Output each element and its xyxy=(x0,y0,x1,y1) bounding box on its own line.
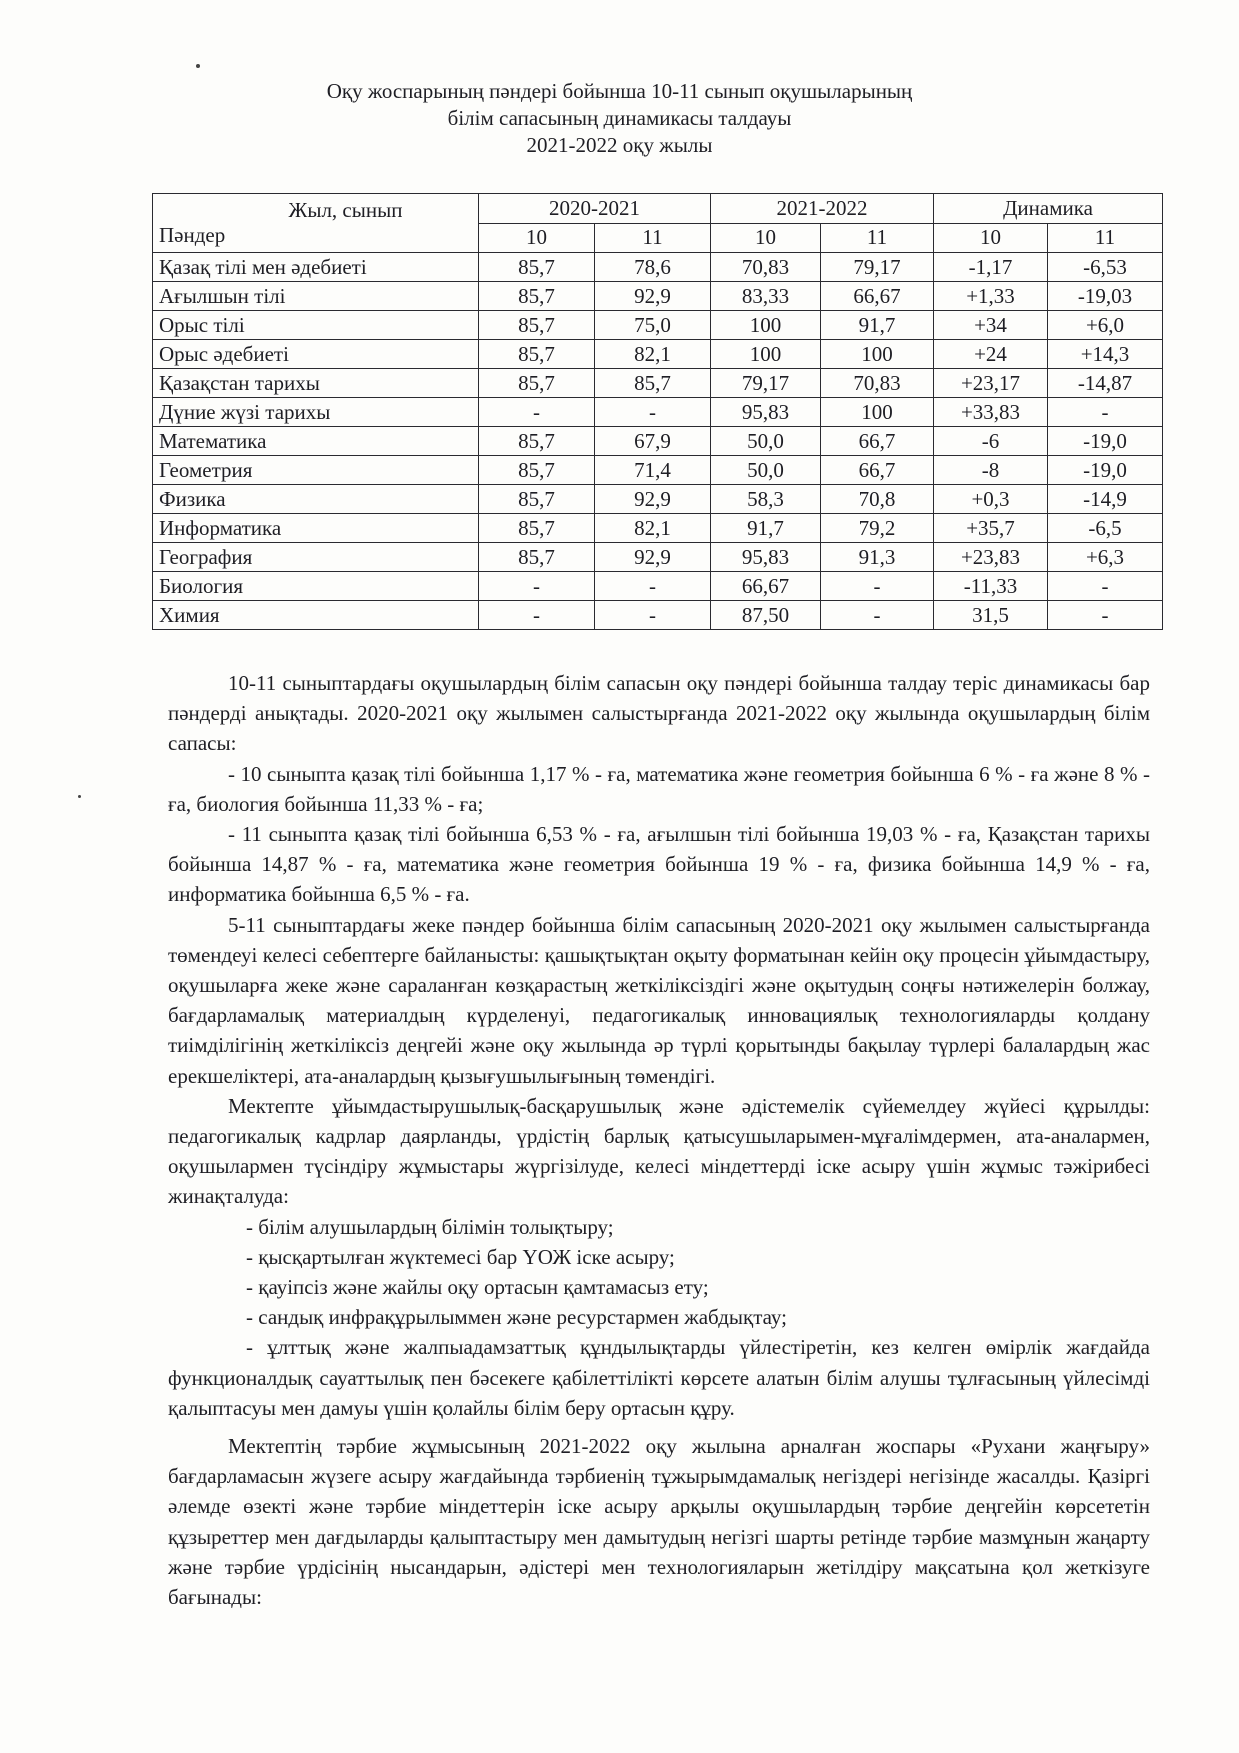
value-cell: +23,83 xyxy=(934,543,1048,572)
value-cell: -6,53 xyxy=(1048,253,1163,282)
value-cell: -1,17 xyxy=(934,253,1048,282)
value-cell: 85,7 xyxy=(479,485,595,514)
document-title xyxy=(0,78,1239,159)
value-cell: 31,5 xyxy=(934,601,1048,630)
value-cell: 91,7 xyxy=(711,514,821,543)
value-cell: 50,0 xyxy=(711,427,821,456)
value-cell: 66,67 xyxy=(821,282,934,311)
subject-cell: Қазақстан тарихы xyxy=(153,369,479,398)
bullet-class-11: - 11 сыныпта қазақ тілі бойынша 6,53 % - ға, ағылшын тілі бойынша 19,03 % - ға, Қазақстан тарихы бойынша 14,87 % - ға, математика және геометрия бойынша 19 % - ға, физика бойынша 14,9 % - ға, информатика бойынша 6,5 % - ға. xyxy=(168,822,1150,907)
value-cell: +23,17 xyxy=(934,369,1048,398)
value-cell: -6,5 xyxy=(1048,514,1163,543)
table-row xyxy=(153,485,1163,514)
value-cell: -6 xyxy=(934,427,1048,456)
value-cell: 82,1 xyxy=(595,514,711,543)
value-cell: 100 xyxy=(711,340,821,369)
value-cell: 79,17 xyxy=(711,369,821,398)
subject-cell: Биология xyxy=(153,572,479,601)
value-cell: - xyxy=(595,398,711,427)
scan-speck xyxy=(78,795,81,798)
value-cell: 78,6 xyxy=(595,253,711,282)
value-cell: 91,3 xyxy=(821,543,934,572)
list-item: - қысқартылған жүктемесі бар ҮОЖ іске асыру; xyxy=(246,1244,675,1269)
subject-cell: Геометрия xyxy=(153,456,479,485)
table-row xyxy=(153,572,1163,601)
value-cell: - xyxy=(479,601,595,630)
class-header: 10 xyxy=(479,223,595,253)
value-cell: 85,7 xyxy=(595,369,711,398)
list-item: - ұлттық және жалпыадамзаттық құндылықтарды үйлестіретін, кез келген өмірлік жағдайда функционалдық сауаттылық пен бәсекеге қабілеттілікті көрсете алатын білім алушы тұлғасының үйлесімді қалыптасуы мен дамуы үшін қолайлы білім беру ортасын құру. xyxy=(168,1335,1150,1420)
value-cell: +14,3 xyxy=(1048,340,1163,369)
value-cell: -14,9 xyxy=(1048,485,1163,514)
scan-speck xyxy=(196,64,200,68)
subject-cell: Дүние жүзі тарихы xyxy=(153,398,479,427)
class-header: 10 xyxy=(711,223,821,253)
table-row xyxy=(153,369,1163,398)
value-cell: 70,83 xyxy=(821,369,934,398)
table-row xyxy=(153,601,1163,630)
value-cell: 85,7 xyxy=(479,514,595,543)
value-cell: 66,7 xyxy=(821,456,934,485)
value-cell: 67,9 xyxy=(595,427,711,456)
list-item: - қауіпсіз және жайлы оқу ортасын қамтамасыз ету; xyxy=(246,1275,709,1300)
table-row xyxy=(153,456,1163,485)
value-cell: - xyxy=(479,572,595,601)
value-cell: - xyxy=(479,398,595,427)
value-cell: -19,03 xyxy=(1048,282,1163,311)
corner-year-class: Жыл, сынып xyxy=(288,198,403,222)
table-row xyxy=(153,253,1163,282)
value-cell: +1,33 xyxy=(934,282,1048,311)
value-cell: 95,83 xyxy=(711,543,821,572)
class-header: 10 xyxy=(934,223,1048,253)
value-cell: - xyxy=(821,572,934,601)
table-row xyxy=(153,282,1163,311)
paragraph-system: Мектепте ұйымдастырушылық-басқарушылық және әдістемелік сүйемелдеу жүйесі құрылды: педагогикалық кадрлар даярланды, үрдістің барлық қатысушыларымен-мұғалімдермен, ата-аналармен, оқушылармен түсіндіру жұмыстары жүргізілуде, келесі міндеттерді іске асыру үшін жұмыс тәжірибесі жинақталуда: xyxy=(168,1093,1150,1209)
value-cell: 87,50 xyxy=(711,601,821,630)
value-cell: 79,17 xyxy=(821,253,934,282)
table-row xyxy=(153,311,1163,340)
subject-cell: Ағылшын тілі xyxy=(153,282,479,311)
value-cell: 85,7 xyxy=(479,369,595,398)
table-body xyxy=(153,253,1163,630)
subject-cell: Физика xyxy=(153,485,479,514)
value-cell: 71,4 xyxy=(595,456,711,485)
bullet-class-10: - 10 сыныпта қазақ тілі бойынша 1,17 % - ға, математика және геометрия бойынша 6 % - ға және 8 % - ға, биология бойынша 11,33 % - ға; xyxy=(168,761,1150,816)
value-cell: -19,0 xyxy=(1048,427,1163,456)
subject-cell: Орыс тілі xyxy=(153,311,479,340)
subject-cell: Информатика xyxy=(153,514,479,543)
value-cell: 79,2 xyxy=(821,514,934,543)
value-cell: +24 xyxy=(934,340,1048,369)
subject-cell: Қазақ тілі мен әдебиеті xyxy=(153,253,479,282)
year-header-2021-2022: 2021-2022 xyxy=(711,194,934,224)
value-cell: 92,9 xyxy=(595,485,711,514)
value-cell: 75,0 xyxy=(595,311,711,340)
value-cell: 66,7 xyxy=(821,427,934,456)
subject-cell: Химия xyxy=(153,601,479,630)
value-cell: 70,83 xyxy=(711,253,821,282)
dynamics-header: Динамика xyxy=(934,194,1163,224)
table-corner-header xyxy=(153,194,479,253)
title-line-3: 2021-2022 оқу жылы xyxy=(526,133,713,157)
value-cell: 66,67 xyxy=(711,572,821,601)
value-cell: 100 xyxy=(821,340,934,369)
value-cell: - xyxy=(595,601,711,630)
subject-cell: География xyxy=(153,543,479,572)
year-header-2020-2021: 2020-2021 xyxy=(479,194,711,224)
value-cell: +33,83 xyxy=(934,398,1048,427)
value-cell: 85,7 xyxy=(479,427,595,456)
value-cell: 95,83 xyxy=(711,398,821,427)
value-cell: - xyxy=(595,572,711,601)
value-cell: +6,3 xyxy=(1048,543,1163,572)
subject-cell: Математика xyxy=(153,427,479,456)
value-cell: 100 xyxy=(711,311,821,340)
value-cell: 85,7 xyxy=(479,282,595,311)
value-cell: 50,0 xyxy=(711,456,821,485)
list-item: - білім алушылардың білімін толықтыру; xyxy=(246,1214,614,1239)
table-header-row xyxy=(153,194,1163,224)
title-line-1: Оқу жоспарының пәндері бойынша 10-11 сынып оқушыларының xyxy=(326,79,913,103)
value-cell: - xyxy=(1048,601,1163,630)
value-cell: +34 xyxy=(934,311,1048,340)
paragraph-reasons: 5-11 сыныптардағы жеке пәндер бойынша білім сапасының 2020-2021 оқу жылымен салыстырғанда төмендеуі келесі себептерге байланысты: қашықтықтан оқыту форматынан кейін оқу процесін ұйымдастыру, оқушыларға жеке және сараланған көзқарастың жеткіліксіздігі және оқытудың соңғы нәтижелерін болжау, бағдарламалық материалдың күрделенуі, педагогикалық инновациялық технологияларды қолдану тиімділігінің жеткіліксіз деңгейі және оқу жылында әр түрлі қорытынды бақылау түрлері балалардың жас ерекшеліктері, ата-аналардың қызығушылығының төмендігі. xyxy=(168,912,1150,1088)
value-cell: 85,7 xyxy=(479,543,595,572)
table-row xyxy=(153,543,1163,572)
value-cell: 100 xyxy=(821,398,934,427)
value-cell: 92,9 xyxy=(595,282,711,311)
value-cell: - xyxy=(1048,572,1163,601)
subject-cell: Орыс әдебиеті xyxy=(153,340,479,369)
value-cell: -19,0 xyxy=(1048,456,1163,485)
paragraph-upbringing-plan: Мектептің тәрбие жұмысының 2021-2022 оқу жылына арналған жоспары «Рухани жаңғыру» бағдарламасын жүзеге асыру жағдайында тәрбиенің тұжырымдамалық негіздері негізінде жасалды. Қазіргі әлемде өзекті және тәрбие міндеттерін іске асыру арқылы оқушылардың тәрбие деңгейін көрсететін құзыреттер мен дағдыларды қалыптастыру мен дамытудың негізгі шарты ретінде тәрбие мазмұнын жаңарту және тәрбие үрдісінің нысандарын, әдістері мен технологияларын жетілдіру мақсатына қол жеткізуге бағынады: xyxy=(168,1434,1150,1610)
value-cell: +35,7 xyxy=(934,514,1048,543)
grades-table xyxy=(152,193,1163,630)
table-row xyxy=(153,427,1163,456)
title-line-2: білім сапасының динамикасы талдауы xyxy=(447,106,792,130)
value-cell: - xyxy=(821,601,934,630)
table-row xyxy=(153,340,1163,369)
value-cell: 82,1 xyxy=(595,340,711,369)
value-cell: -11,33 xyxy=(934,572,1048,601)
value-cell: -14,87 xyxy=(1048,369,1163,398)
value-cell: 70,8 xyxy=(821,485,934,514)
value-cell: 85,7 xyxy=(479,311,595,340)
paragraph-analysis: 10-11 сыныптардағы оқушылардың білім сапасын оқу пәндері бойынша талдау теріс динамикасы бар пәндерді анықтады. 2020-2021 оқу жылымен салыстырғанда 2021-2022 оқу жылында оқушылардың білім сапасы: xyxy=(168,671,1150,756)
value-cell: +0,3 xyxy=(934,485,1048,514)
class-header: 11 xyxy=(821,223,934,253)
value-cell: +6,0 xyxy=(1048,311,1163,340)
class-header: 11 xyxy=(595,223,711,253)
table-row xyxy=(153,514,1163,543)
value-cell: 85,7 xyxy=(479,253,595,282)
value-cell: 58,3 xyxy=(711,485,821,514)
class-header: 11 xyxy=(1048,223,1163,253)
value-cell: 83,33 xyxy=(711,282,821,311)
corner-subjects: Пәндер xyxy=(159,223,226,247)
value-cell: - xyxy=(1048,398,1163,427)
value-cell: -8 xyxy=(934,456,1048,485)
value-cell: 91,7 xyxy=(821,311,934,340)
body-text xyxy=(168,668,1150,1612)
list-item: - сандық инфрақұрылыммен және ресурстармен жабдықтау; xyxy=(246,1305,787,1330)
value-cell: 85,7 xyxy=(479,340,595,369)
table-row xyxy=(153,398,1163,427)
value-cell: 92,9 xyxy=(595,543,711,572)
value-cell: 85,7 xyxy=(479,456,595,485)
